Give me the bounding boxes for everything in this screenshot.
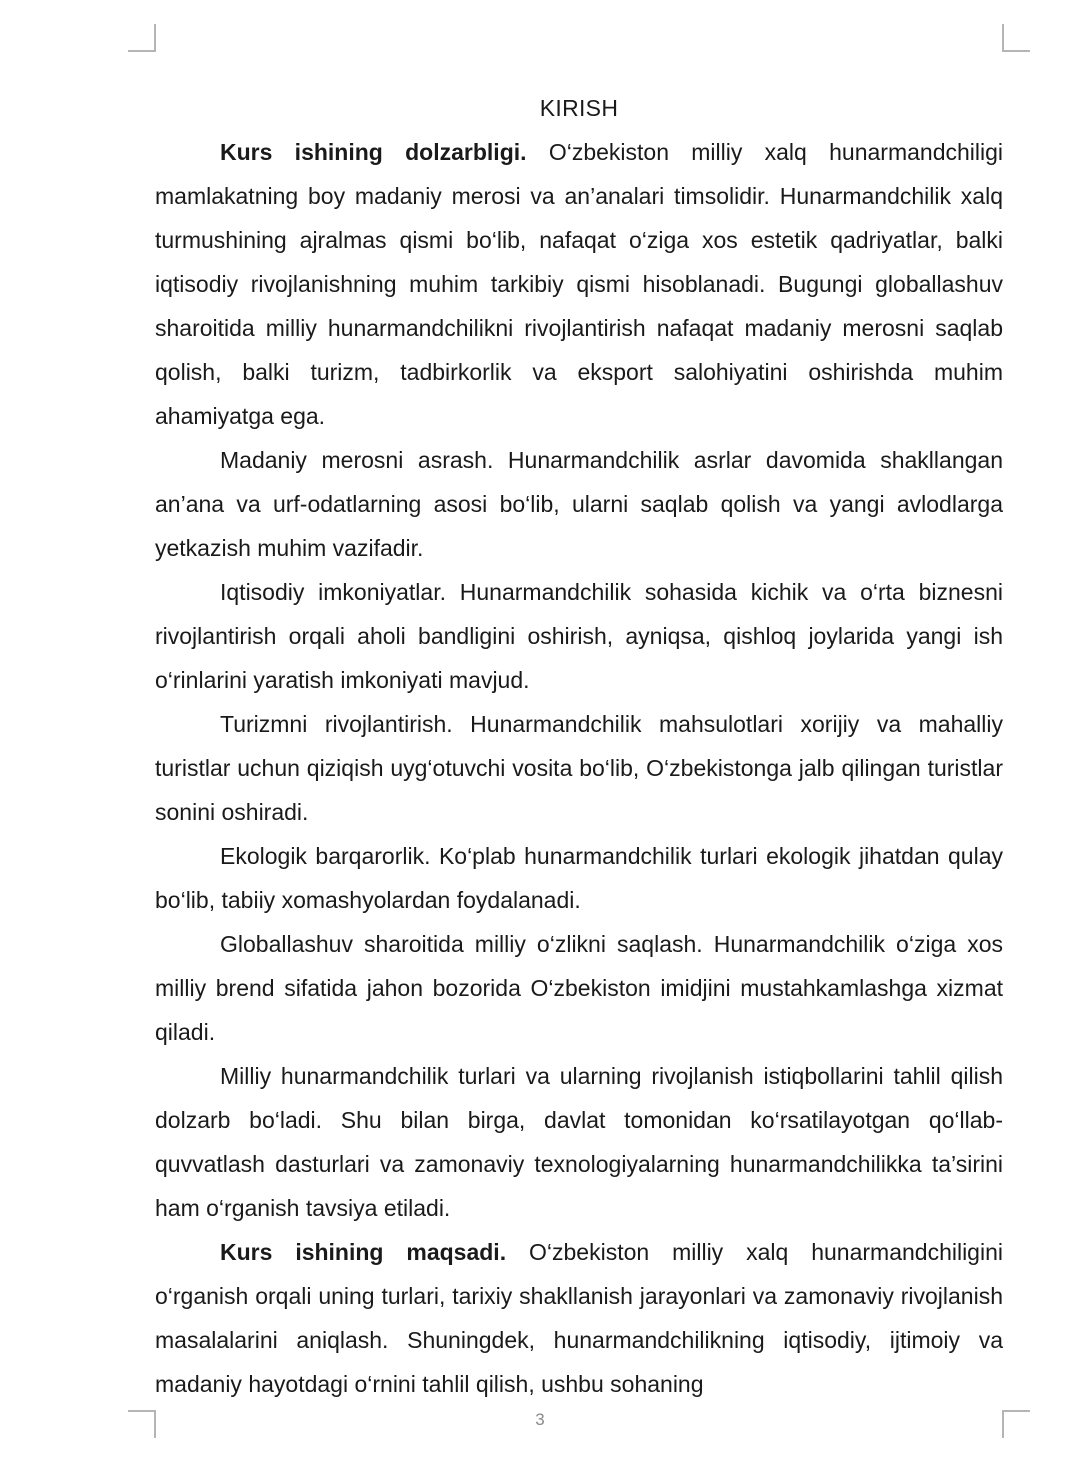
paragraph-text: Madaniy merosni asrash. Hunarmandchilik asrlar davomida shakllangan an’ana va urf-odatlarning asosi bo‘lib, ularni saqlab qolish va yangi avlodlarga yetkazish muhim vazifadir.	[155, 447, 1003, 561]
section-heading: KIRISH	[539, 95, 619, 121]
paragraph-heritage[interactable]	[155, 438, 1003, 570]
paragraph-text: Turizmni rivojlantirish. Hunarmandchilik mahsulotlari xorijiy va mahalliy turistlar uchun qiziqish uyg‘otuvchi vosita bo‘lib, O‘zbekistonga jalb qilingan turistlar sonini oshiradi.	[155, 711, 1003, 825]
page-number: 3	[535, 1410, 545, 1429]
margin-corner-top-right	[1002, 24, 1030, 52]
paragraph-relevance[interactable]	[155, 130, 1003, 438]
paragraph-goal[interactable]	[155, 1230, 1003, 1406]
paragraph-lead: Kurs ishining dolzarbligi.	[220, 139, 527, 165]
margin-corner-top-left	[128, 24, 156, 52]
paragraph-text: Iqtisodiy imkoniyatlar. Hunarmandchilik sohasida kichik va o‘rta biznesni rivojlantirish orqali aholi bandligini oshirish, ayniqsa, qishloq joylarida yangi ish o‘rinlarini yaratish imkoniyati mavjud.	[155, 579, 1003, 693]
paragraph-analysis[interactable]	[155, 1054, 1003, 1230]
paragraph-lead: Kurs ishining maqsadi.	[220, 1239, 507, 1265]
paragraph-text: Globallashuv sharoitida milliy o‘zlikni saqlash. Hunarmandchilik o‘ziga xos milliy brend sifatida jahon bozorida O‘zbekiston imidjini mustahkamlashga xizmat qiladi.	[155, 931, 1003, 1045]
paragraph-identity[interactable]	[155, 922, 1003, 1054]
paragraph-text: O‘zbekiston milliy xalq hunarmandchiligini o‘rganish orqali uning turlari, tarixiy shakllanish jarayonlari va zamonaviy rivojlanish masalalarini aniqlash. Shuningdek, hunarmandchilikning iqtisodiy, ijtimoiy va madaniy hayotdagi o‘rnini tahlil qilish, ushbu sohaning	[155, 1239, 1003, 1397]
page-body	[155, 86, 1003, 1406]
paragraph-tourism[interactable]	[155, 702, 1003, 834]
paragraph-text: O‘zbekiston milliy xalq hunarmandchiligi mamlakatning boy madaniy merosi va an’analari timsolidir. Hunarmandchilik xalq turmushining ajralmas qismi bo‘lib, nafaqat o‘ziga xos estetik qadriyatlar, balki iqtisodiy rivojlanishning muhim tarkibiy qismi hisoblanadi. Bugungi globallashuv sharoitida milliy hunarmandchilikni rivojlantirish nafaqat madaniy merosni saqlab qolish, balki turizm, tadbirkorlik va eksport salohiyatini oshirishda muhim ahamiyatga ega.	[155, 139, 1004, 429]
paragraph-text: Ekologik barqarorlik. Ko‘plab hunarmandchilik turlari ekologik jihatdan qulay bo‘lib, tabiiy xomashyolardan foydalanadi.	[155, 843, 1003, 913]
paragraph-text: Milliy hunarmandchilik turlari va ularning rivojlanish istiqbollarini tahlil qilish dolzarb bo‘ladi. Shu bilan birga, davlat tomonidan ko‘rsatilayotgan qo‘llab-quvvatlash dasturlari va zamonaviy texnologiyalarning hunarmandchilikka ta’sirini ham o‘rganish tavsiya etiladi.	[155, 1063, 1003, 1221]
paragraph-economy[interactable]	[155, 570, 1003, 702]
paragraph-ecology[interactable]	[155, 834, 1003, 922]
